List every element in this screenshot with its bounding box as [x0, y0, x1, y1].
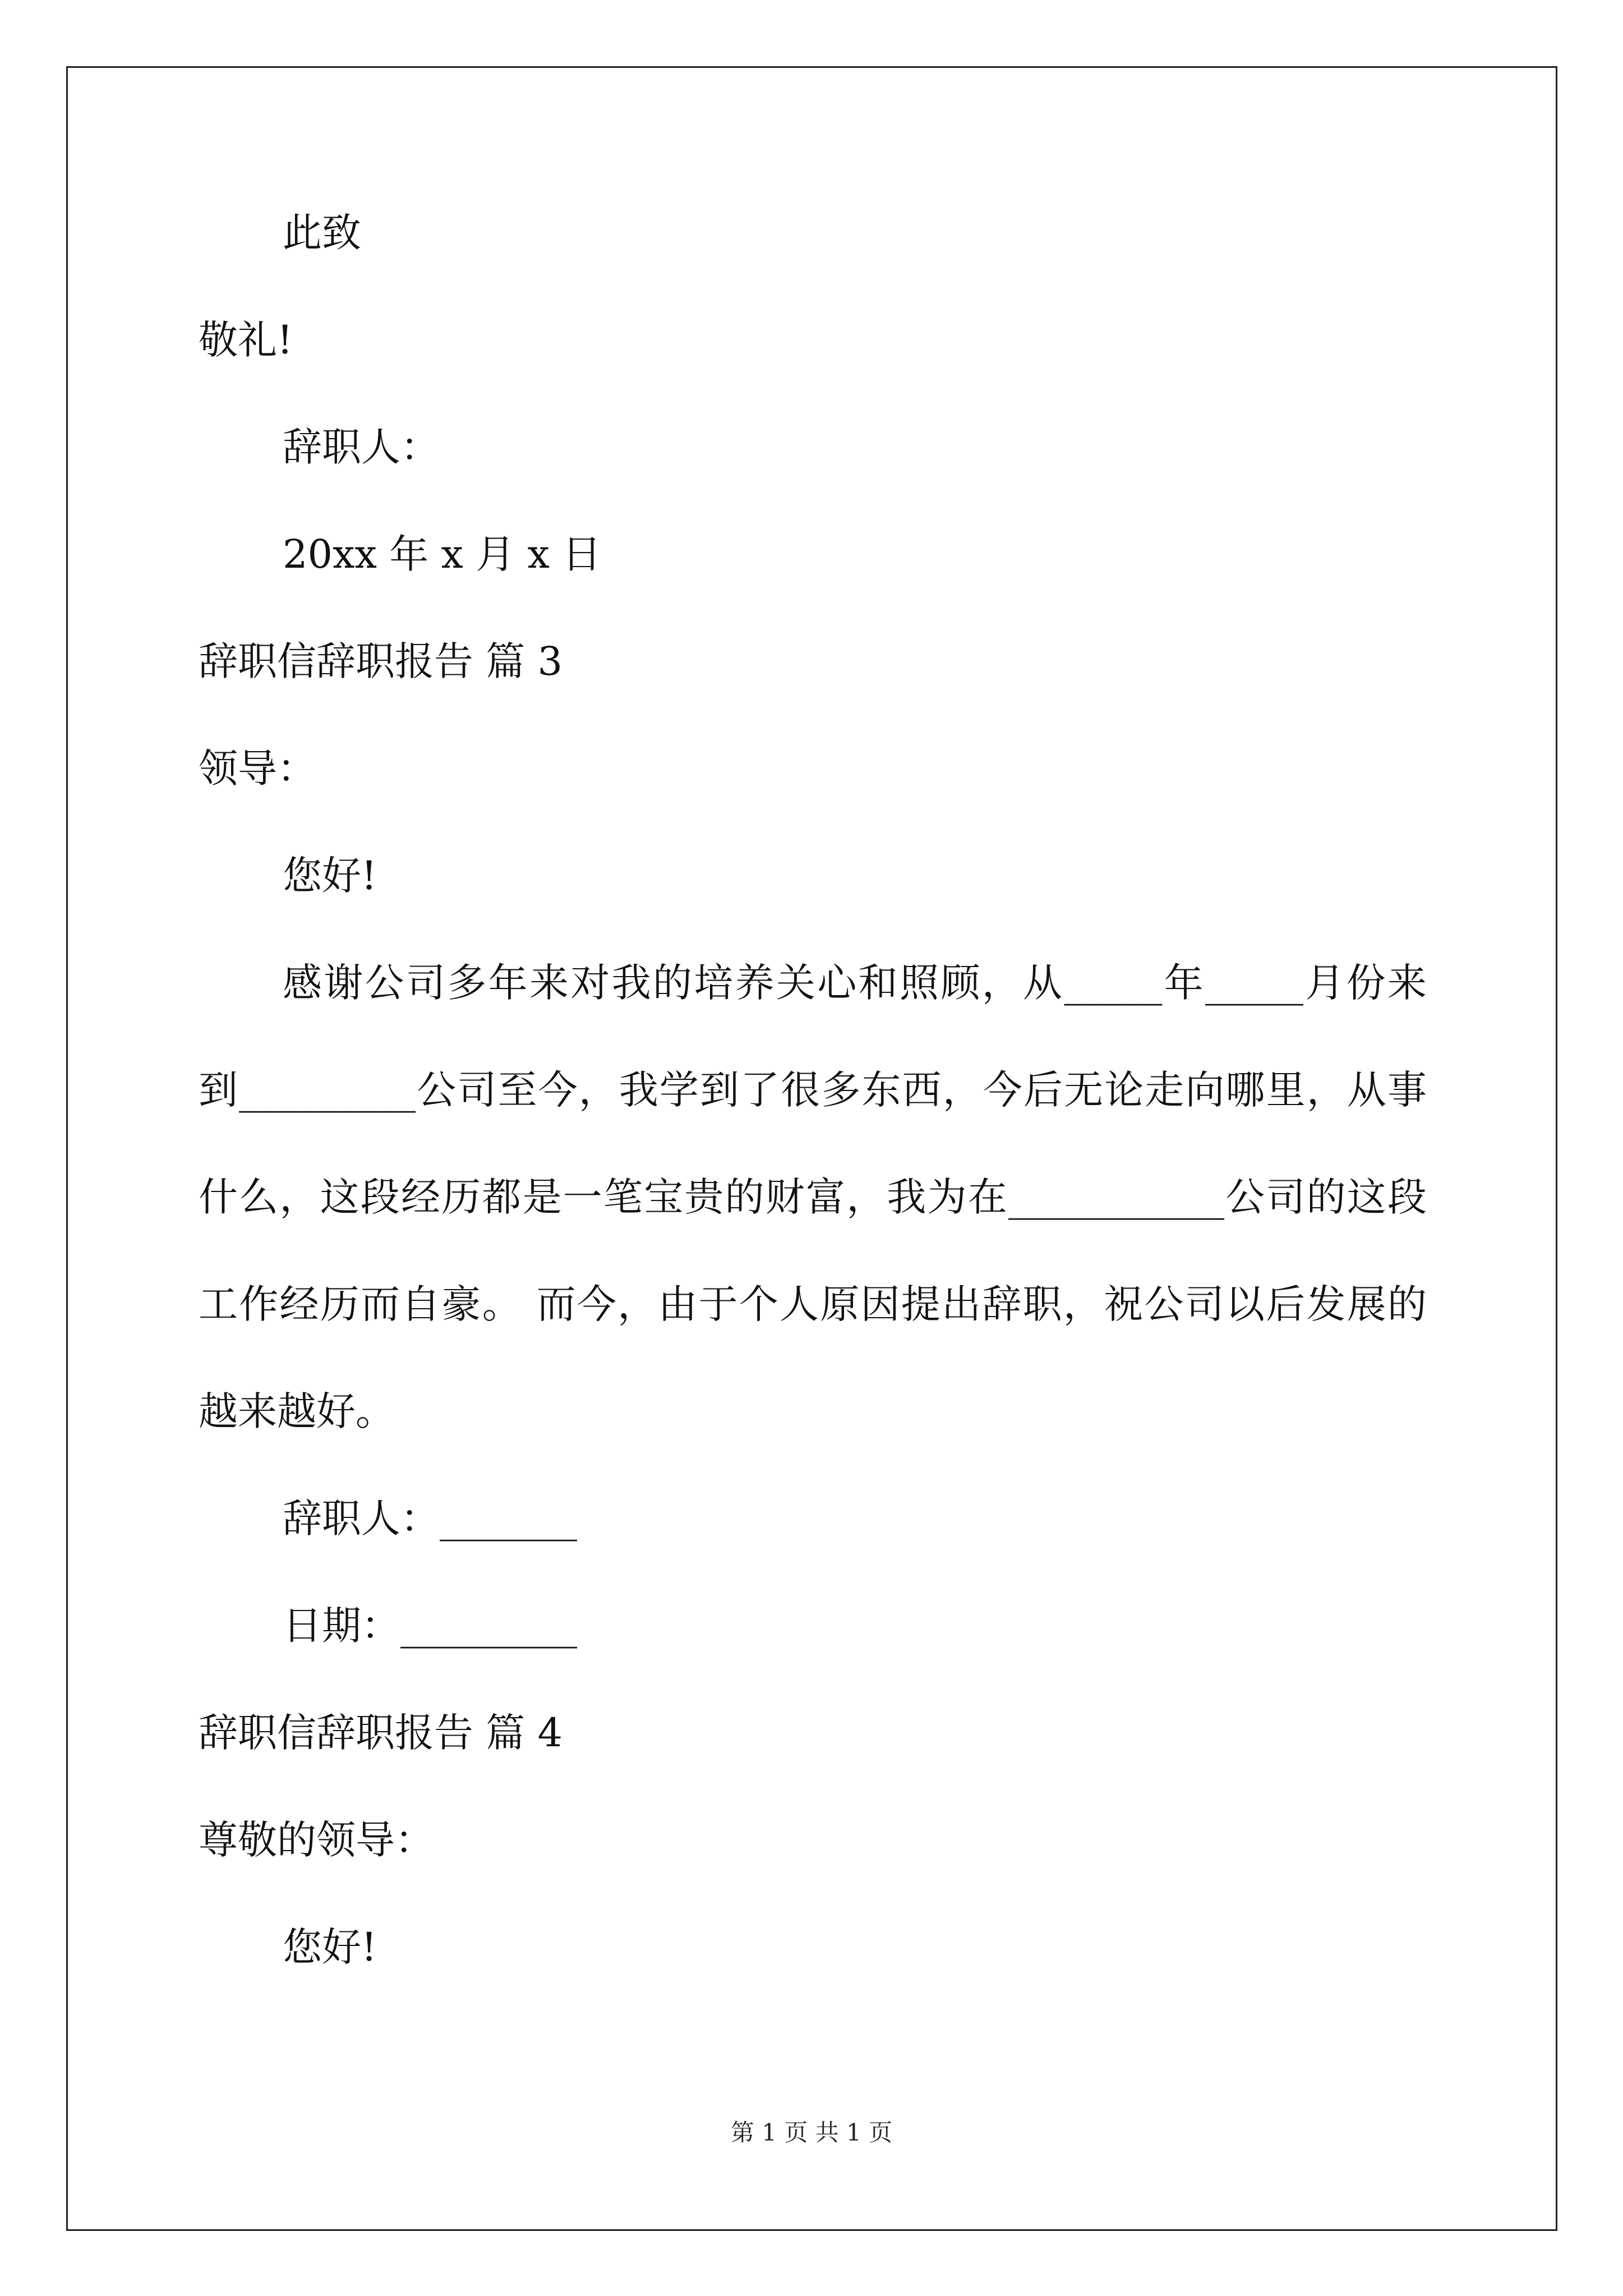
paragraph-line: 越来越好。 [199, 1388, 395, 1434]
hello-line-2: 您好! [283, 1924, 377, 1970]
body-paragraph [199, 955, 1427, 1439]
recipient-greeting: 领导： [199, 746, 316, 792]
paragraph-line: 什么，这段经历都是一笔宝贵的财富，我为在___________公司的这段 [199, 1174, 1427, 1220]
page-footer: 第 1 页 共 1 页 [730, 2119, 893, 2146]
paragraph-line: 到_________公司至今，我学到了很多东西，今后无论走向哪里，从事 [199, 1067, 1427, 1113]
hello-line: 您好! [283, 853, 377, 899]
closing-regards: 敬礼! [199, 317, 293, 363]
date-field: 日期：_________ [283, 1603, 577, 1649]
letter-date: 20xx 年 x 月 x 日 [283, 531, 602, 577]
closing-salutation: 此致 [283, 210, 361, 256]
paragraph-line: 感谢公司多年来对我的培养关心和照顾，从_____年_____月份来 [283, 960, 1427, 1006]
resigner-label: 辞职人： [283, 424, 440, 470]
section-heading-3: 辞职信辞职报告 篇 3 [199, 638, 563, 684]
resigner-signature-field: 辞职人：_______ [283, 1496, 577, 1542]
section-heading-4: 辞职信辞职报告 篇 4 [199, 1710, 563, 1756]
document-body [199, 205, 1427, 2026]
respectful-greeting: 尊敬的领导： [199, 1817, 434, 1863]
paragraph-line: 工作经历而自豪。 而今，由于个人原因提出辞职，祝公司以后发展的 [199, 1281, 1427, 1327]
